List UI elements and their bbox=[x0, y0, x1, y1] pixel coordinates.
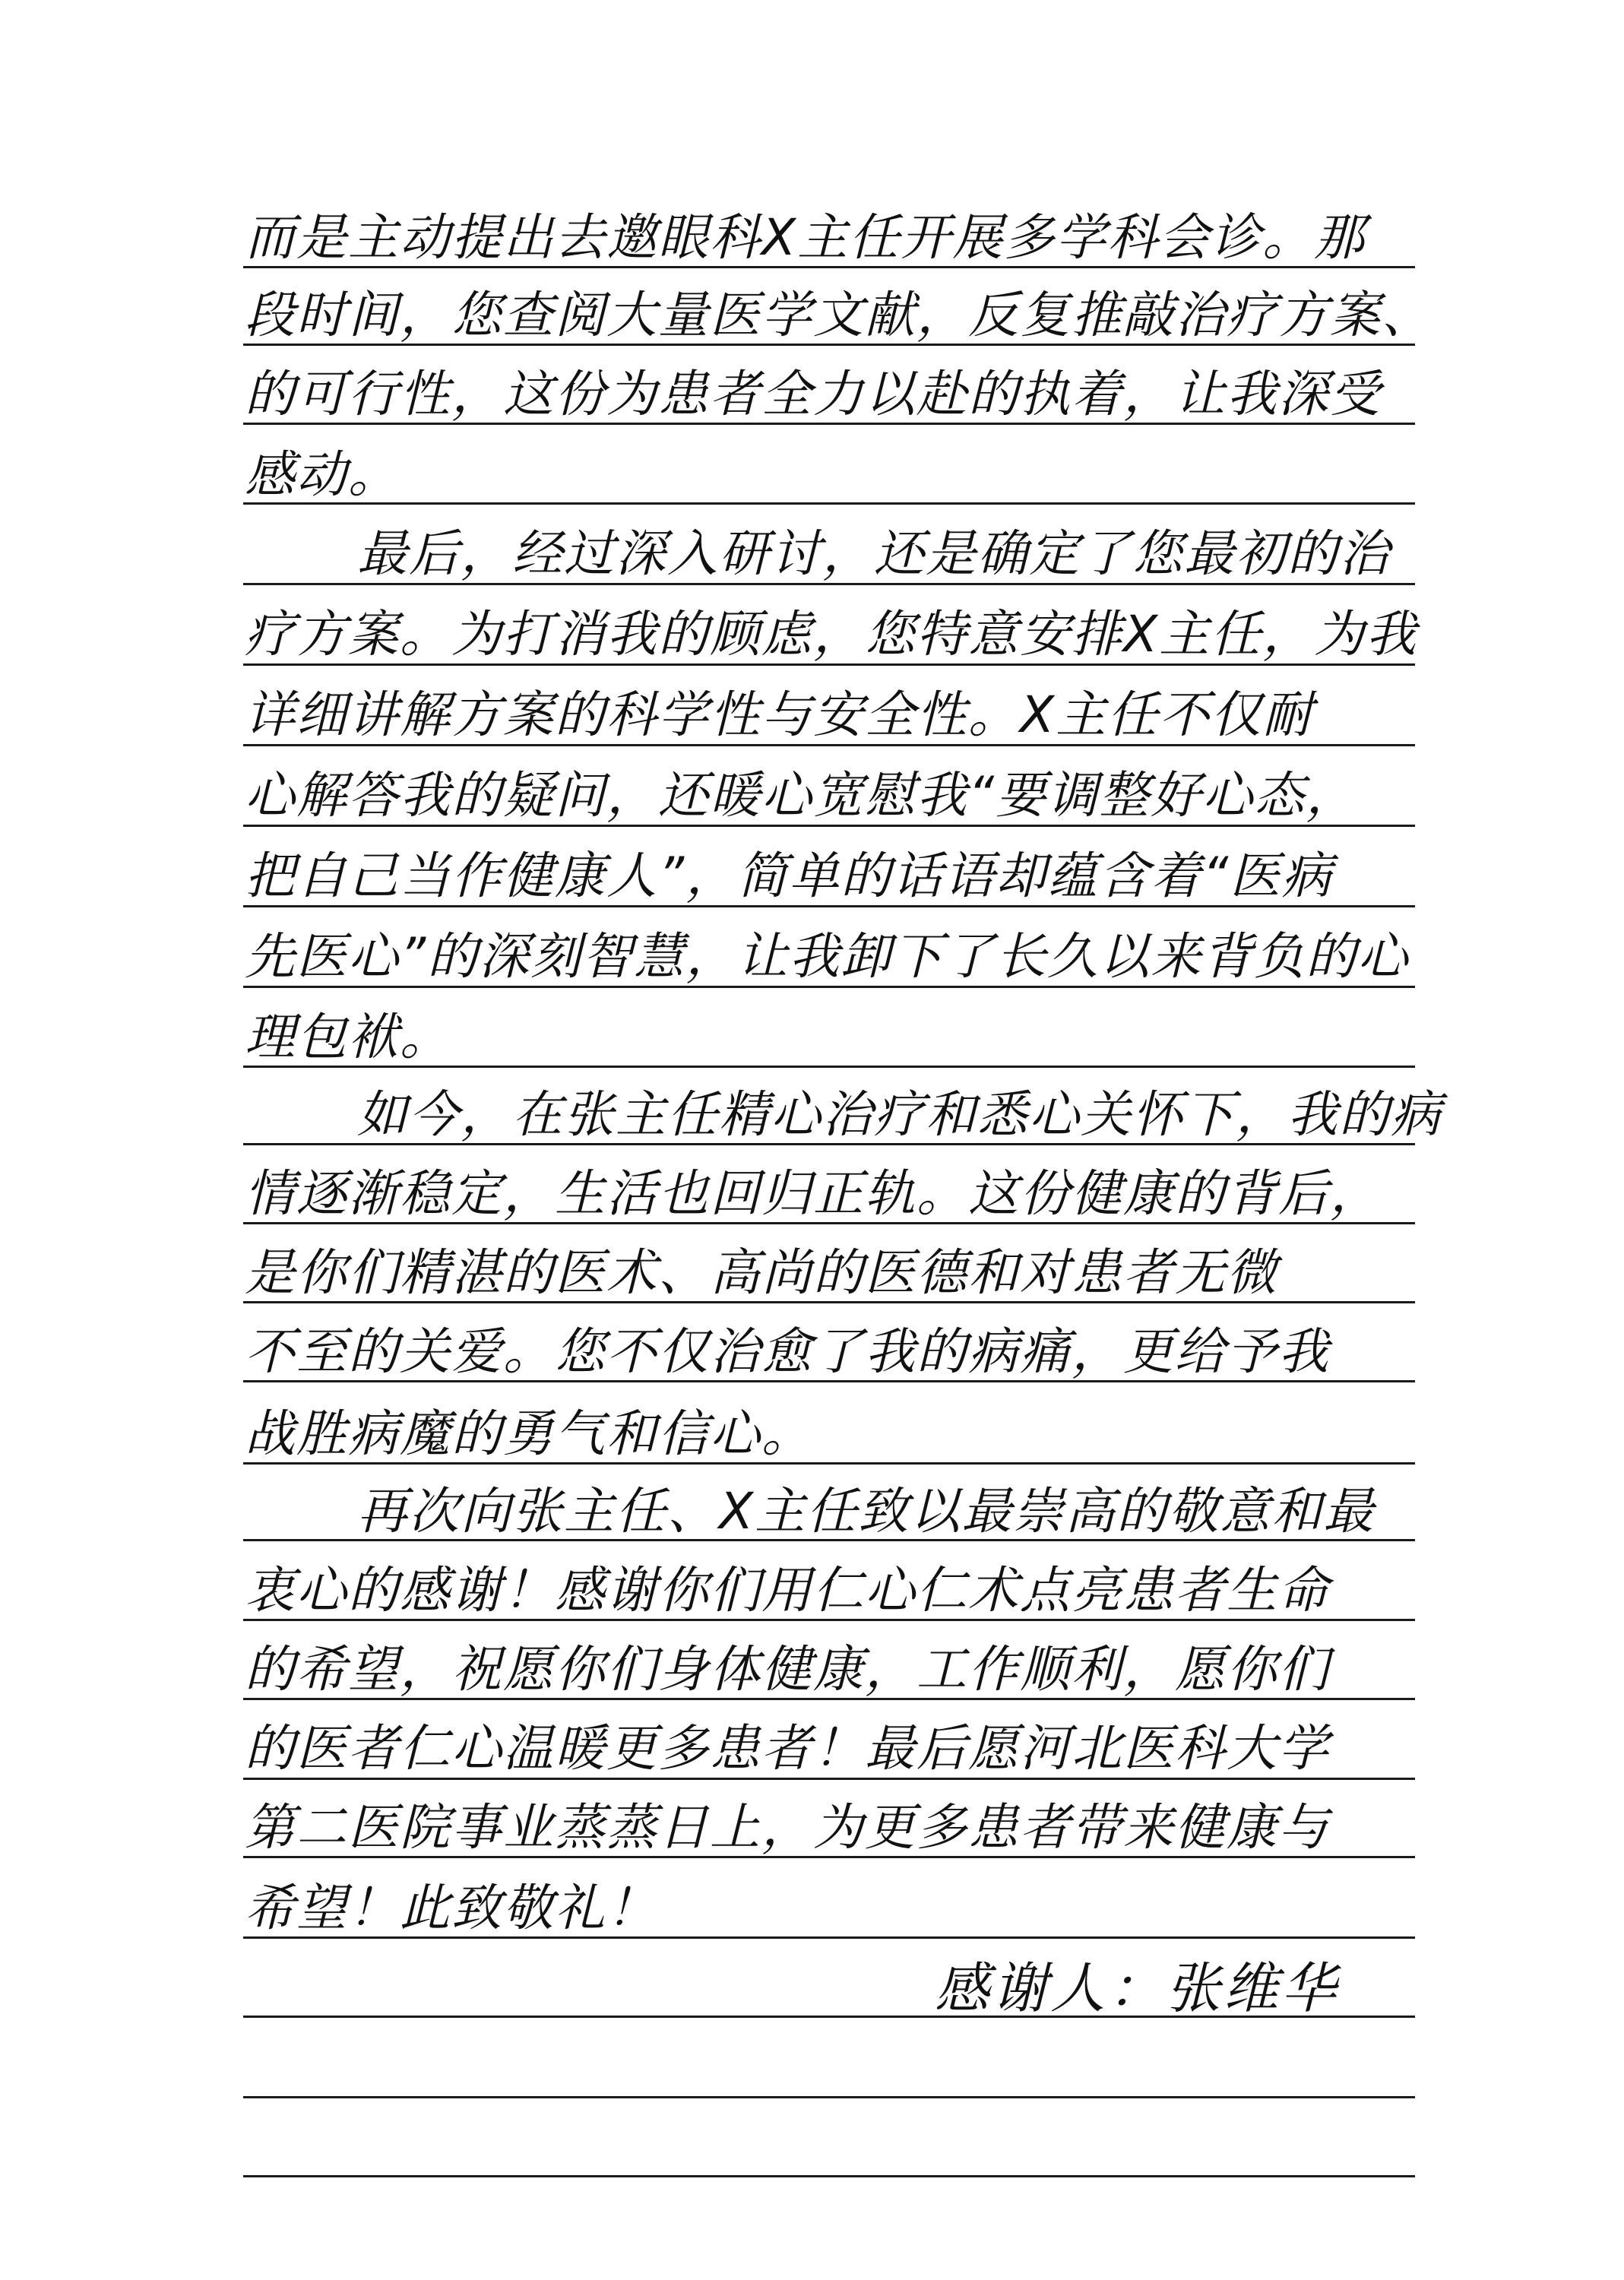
letter-line: 最后，经过深入研讨，还是确定了您最初的治 bbox=[357, 524, 1391, 583]
ruled-line bbox=[243, 905, 1415, 907]
letter-line: 疗方案。为打消我的顾虑，您特意安排X主任，为我 bbox=[245, 605, 1418, 663]
letter-line: 心解答我的疑问，还暖心宽慰我“要调整好心态， bbox=[245, 766, 1358, 825]
letter-line: 的医者仁心温暖更多患者！最后愿河北医科大学 bbox=[245, 1719, 1330, 1778]
letter-line: 战胜病魔的勇气和信心。 bbox=[245, 1404, 813, 1463]
letter-line: 再次向张主任、X主任致以最崇高的敬意和最 bbox=[357, 1482, 1375, 1541]
letter-line: 希望！此致敬礼！ bbox=[245, 1879, 658, 1937]
letter-line: 感动。 bbox=[245, 445, 400, 504]
ruled-line bbox=[243, 825, 1415, 827]
ruled-line bbox=[243, 663, 1415, 666]
ruled-line bbox=[243, 502, 1415, 505]
letter-line: 衷心的感谢！感谢你们用仁心仁术点亮患者生命 bbox=[245, 1561, 1330, 1620]
ruled-line bbox=[243, 2175, 1415, 2177]
ruled-line bbox=[243, 744, 1415, 746]
letter-line: 而是主动提出去邀眼科X主任开展多学科会诊。那 bbox=[245, 208, 1366, 267]
letter-line: 情逐渐稳定，生活也回归正轨。这份健康的背后， bbox=[245, 1164, 1382, 1223]
letter-line: 第二医院事业蒸蒸日上，为更多患者带来健康与 bbox=[245, 1798, 1330, 1857]
letter-line: 是你们精湛的医术、高尚的医德和对患者无微 bbox=[245, 1243, 1278, 1302]
letter-line: 先医心”的深刻智慧，让我卸下了长久以来背负的心 bbox=[245, 927, 1410, 986]
ruled-line bbox=[243, 583, 1415, 585]
ruled-line bbox=[243, 986, 1415, 988]
ruled-line bbox=[243, 1778, 1415, 1780]
letter-line: 把自己当作健康人”，简单的话语却蕴含着“医病 bbox=[245, 847, 1334, 905]
letter-line: 理包袱。 bbox=[245, 1008, 451, 1066]
letter-line: 的希望，祝愿你们身体健康，工作顺利，愿你们 bbox=[245, 1640, 1330, 1699]
letter-line: 段时间，您查阅大量医学文献，反复推敲治疗方案、 bbox=[245, 286, 1433, 344]
letter-line: 的可行性，这份为患者全力以赴的执着，让我深受 bbox=[245, 365, 1382, 423]
signature: 感谢人：张维华 bbox=[935, 1956, 1340, 2020]
letter-line: 如今，在张主任精心治疗和悉心关怀下，我的病 bbox=[357, 1085, 1442, 1144]
letter-line: 不至的关爱。您不仅治愈了我的病痛，更给予我 bbox=[245, 1322, 1330, 1381]
letter-line: 详细讲解方案的科学性与安全性。X主任不仅耐 bbox=[245, 686, 1315, 744]
ruled-line bbox=[243, 2096, 1415, 2098]
